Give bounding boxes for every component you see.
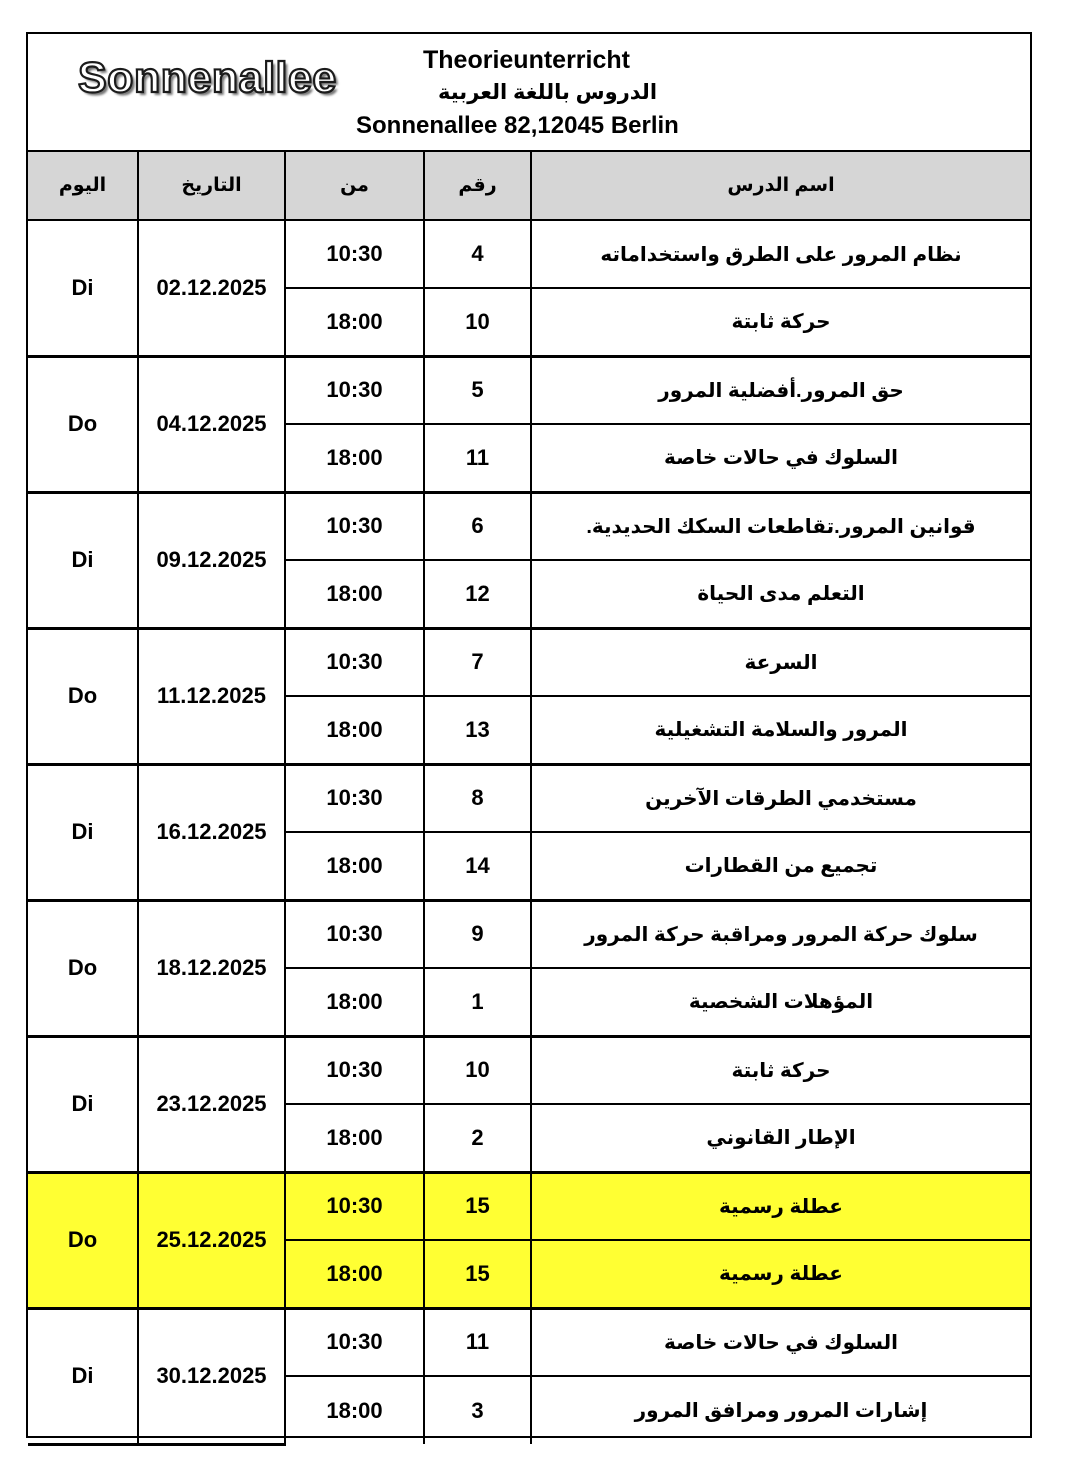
number-cell: 3 [424,1376,531,1444]
table-row [28,1172,1030,1240]
time-cell: 18:00 [285,1240,424,1308]
day-cell: Di [28,1308,138,1444]
number-cell: 8 [424,764,531,832]
number-cell: 10 [424,288,531,356]
day-cell: Do [28,900,138,1036]
date-cell: 16.12.2025 [138,764,285,900]
lesson-cell: تجميع من القطارات [531,832,1030,900]
day-cell: Di [28,492,138,628]
column-header-number: رقم [424,152,531,220]
time-cell: 10:30 [285,1172,424,1240]
date-cell: 09.12.2025 [138,492,285,628]
column-header-row [28,152,1030,220]
schedule-sheet [26,32,1032,1438]
table-row [28,220,1030,288]
column-header-lesson: اسم الدرس [531,152,1030,220]
number-cell: 4 [424,220,531,288]
number-cell: 5 [424,356,531,424]
table-row [28,900,1030,968]
title-german: Theorieunterricht [423,46,630,74]
number-cell: 15 [424,1240,531,1308]
number-cell: 15 [424,1172,531,1240]
day-cell: Do [28,628,138,764]
time-cell: 10:30 [285,1308,424,1376]
time-cell: 18:00 [285,1376,424,1444]
sonnenallee-logo: Sonnenallee [78,54,337,102]
title-arabic: الدروس باللغة العربية [438,81,658,104]
time-cell: 10:30 [285,900,424,968]
number-cell: 11 [424,424,531,492]
column-header-day: اليوم [28,152,138,220]
schedule-body [28,220,1030,1444]
lesson-cell: سلوك حركة المرور ومراقبة حركة المرور [531,900,1030,968]
table-row [28,356,1030,424]
table-row [28,764,1030,832]
date-cell: 04.12.2025 [138,356,285,492]
lesson-cell: قوانين المرور.تقاطعات السكك الحديدية. [531,492,1030,560]
day-cell: Di [28,764,138,900]
day-cell: Do [28,356,138,492]
schedule-table [28,152,1030,1446]
number-cell: 6 [424,492,531,560]
lesson-cell: عطلة رسمية [531,1172,1030,1240]
number-cell: 12 [424,560,531,628]
date-cell: 23.12.2025 [138,1036,285,1172]
number-cell: 9 [424,900,531,968]
address: Sonnenallee 82,12045 Berlin [356,112,679,139]
lesson-cell: السرعة [531,628,1030,696]
time-cell: 18:00 [285,696,424,764]
time-cell: 10:30 [285,628,424,696]
time-cell: 10:30 [285,356,424,424]
number-cell: 13 [424,696,531,764]
day-cell: Di [28,1036,138,1172]
lesson-cell: السلوك في حالات خاصة [531,1308,1030,1376]
table-row [28,492,1030,560]
table-row [28,628,1030,696]
time-cell: 18:00 [285,832,424,900]
lesson-cell: المؤهلات الشخصية [531,968,1030,1036]
date-cell: 11.12.2025 [138,628,285,764]
time-cell: 18:00 [285,288,424,356]
lesson-cell: نظام المرور على الطرق واستخداماته [531,220,1030,288]
day-cell: Do [28,1172,138,1308]
number-cell: 14 [424,832,531,900]
day-cell: Di [28,220,138,356]
date-cell: 18.12.2025 [138,900,285,1036]
number-cell: 11 [424,1308,531,1376]
time-cell: 18:00 [285,968,424,1036]
lesson-cell: حركة ثابتة [531,288,1030,356]
time-cell: 10:30 [285,220,424,288]
column-header-date: التاريخ [138,152,285,220]
table-row [28,1308,1030,1376]
number-cell: 7 [424,628,531,696]
time-cell: 18:00 [285,560,424,628]
lesson-cell: السلوك في حالات خاصة [531,424,1030,492]
time-cell: 18:00 [285,1104,424,1172]
lesson-cell: المرور والسلامة التشغيلية [531,696,1030,764]
date-cell: 02.12.2025 [138,220,285,356]
number-cell: 1 [424,968,531,1036]
number-cell: 10 [424,1036,531,1104]
table-row [28,1036,1030,1104]
number-cell: 2 [424,1104,531,1172]
time-cell: 10:30 [285,492,424,560]
lesson-cell: مستخدمي الطرقات الآخرين [531,764,1030,832]
schedule-header [28,34,1030,152]
time-cell: 10:30 [285,1036,424,1104]
lesson-cell: التعلم مدى الحياة [531,560,1030,628]
lesson-cell: حق المرور.أفضلية المرور [531,356,1030,424]
date-cell: 30.12.2025 [138,1308,285,1444]
lesson-cell: حركة ثابتة [531,1036,1030,1104]
date-cell: 25.12.2025 [138,1172,285,1308]
time-cell: 10:30 [285,764,424,832]
lesson-cell: عطلة رسمية [531,1240,1030,1308]
lesson-cell: الإطار القانوني [531,1104,1030,1172]
column-header-time: من [285,152,424,220]
time-cell: 18:00 [285,424,424,492]
lesson-cell: إشارات المرور ومرافق المرور [531,1376,1030,1444]
